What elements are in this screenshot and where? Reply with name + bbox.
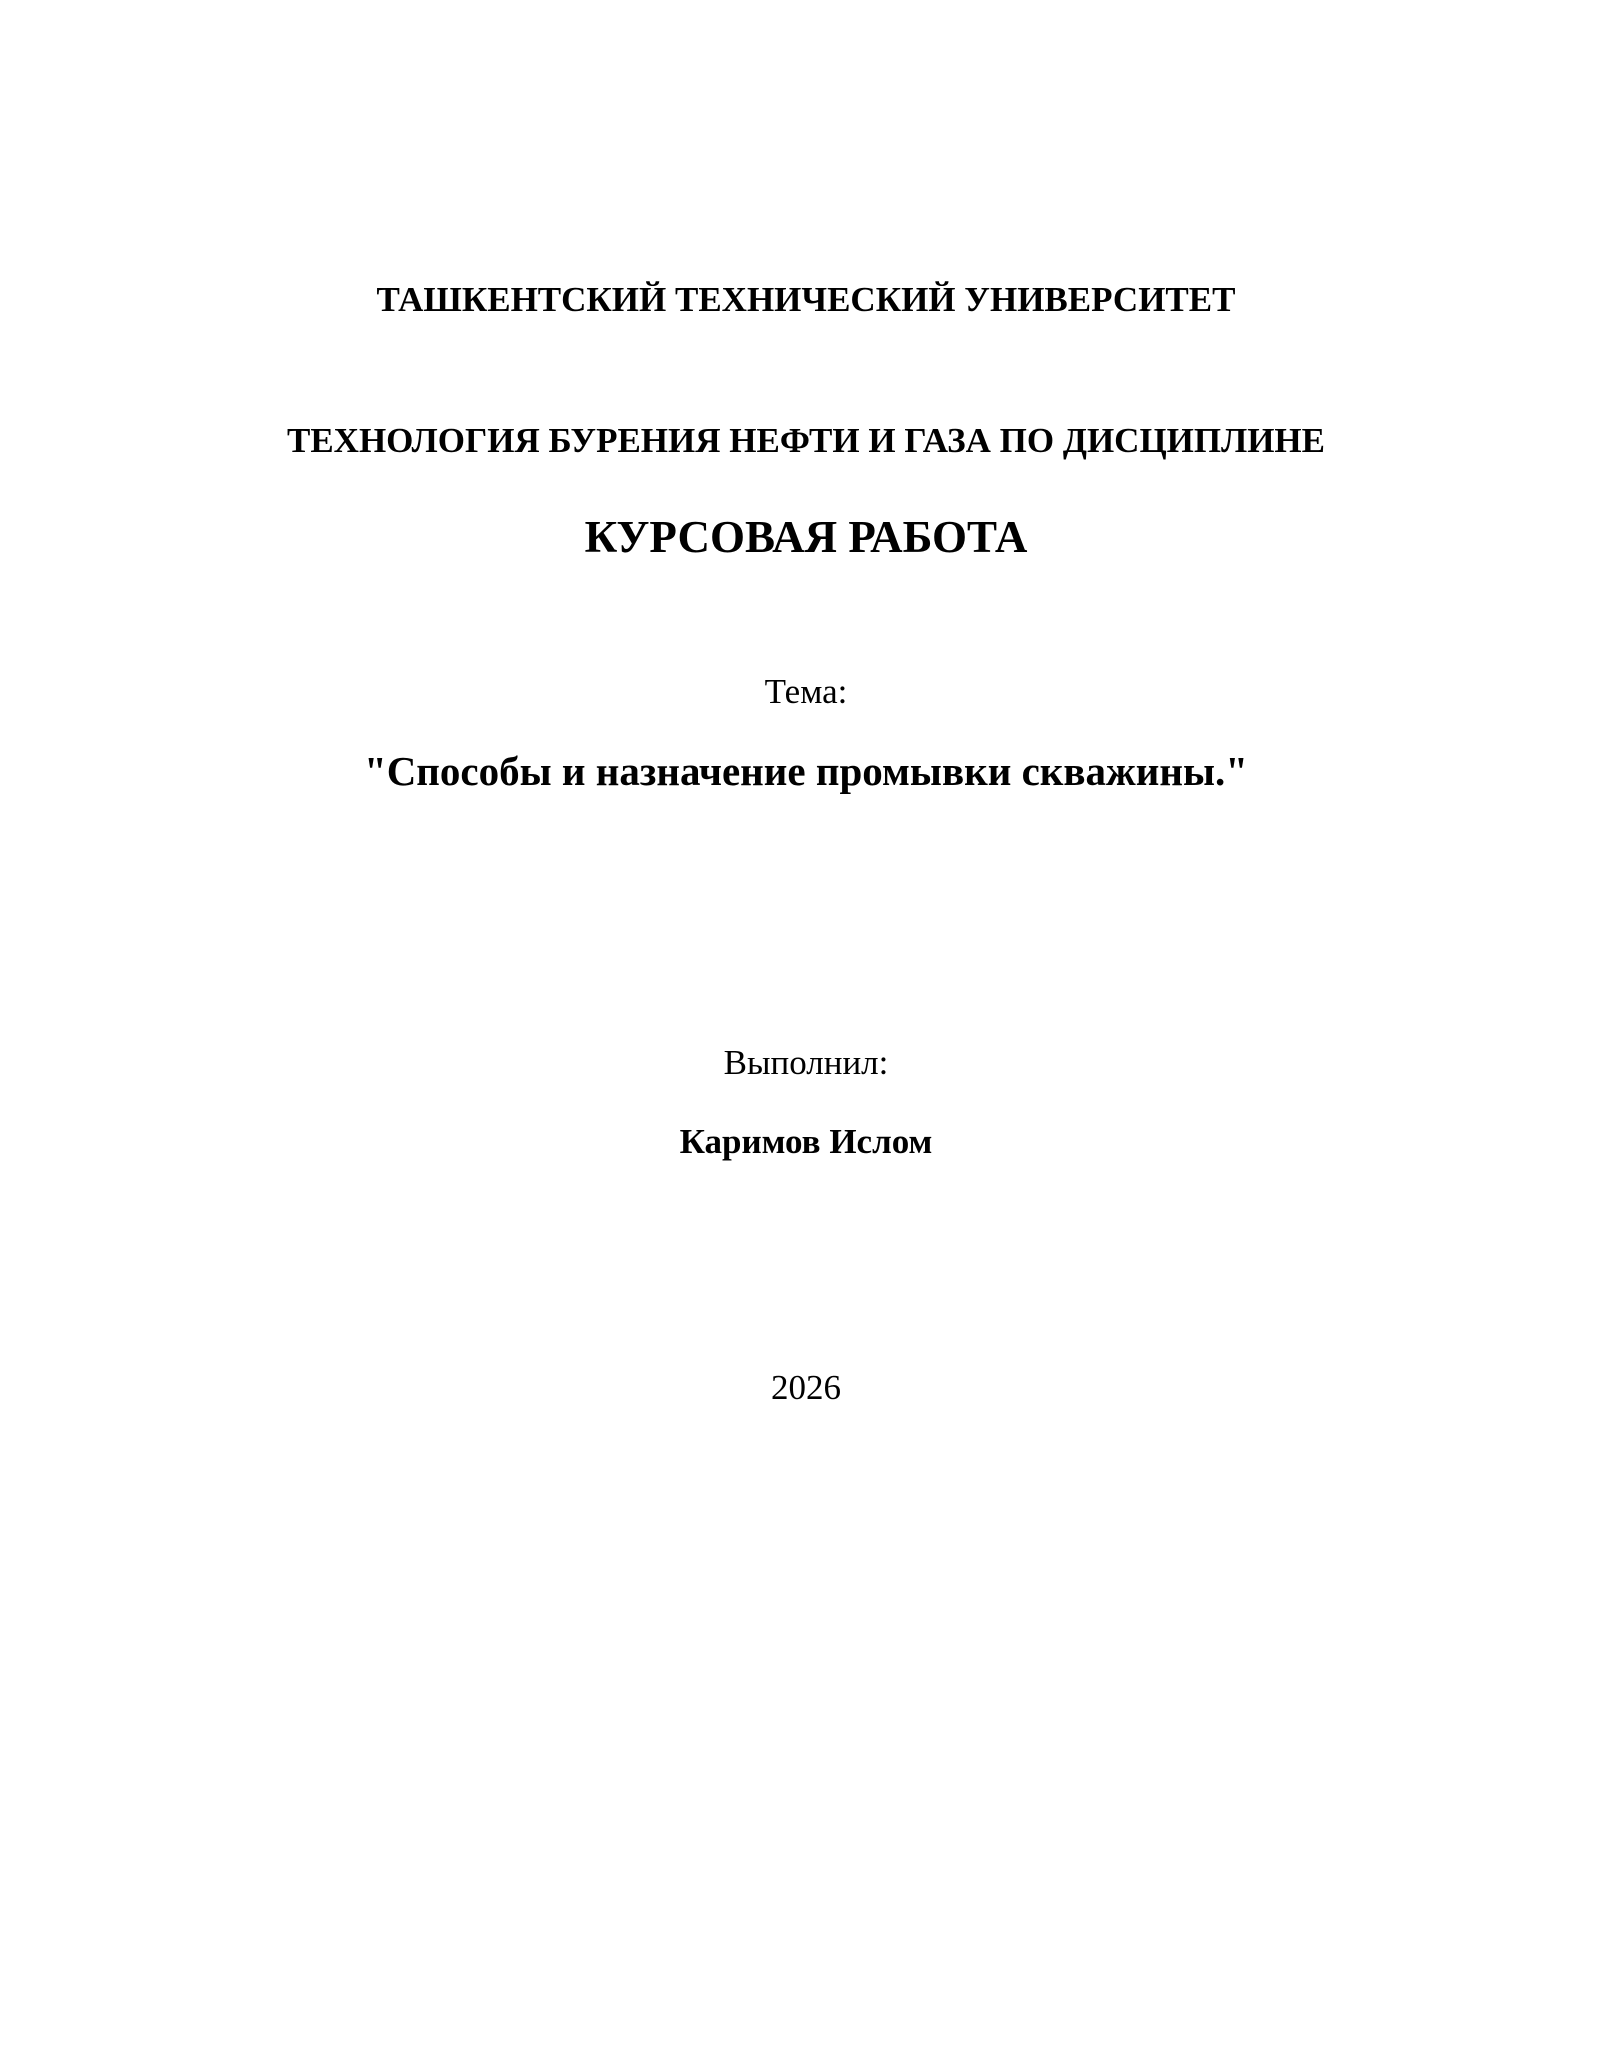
topic-title: "Способы и назначение промывки скважины." [363,748,1249,794]
author-label: Выполнил: [723,1043,889,1082]
university-name: ТАШКЕНТСКИЙ ТЕХНИЧЕСКИЙ УНИВЕРСИТЕТ [376,280,1236,319]
year: 2026 [771,1368,841,1407]
work-type-title: КУРСОВАЯ РАБОТА [584,512,1028,562]
topic-label: Тема: [764,672,848,711]
discipline-heading: ТЕХНОЛОГИЯ БУРЕНИЯ НЕФТИ И ГАЗА ПО ДИСЦИПЛИНЕ [286,421,1326,460]
author-name: Каримов Ислом [679,1122,933,1161]
